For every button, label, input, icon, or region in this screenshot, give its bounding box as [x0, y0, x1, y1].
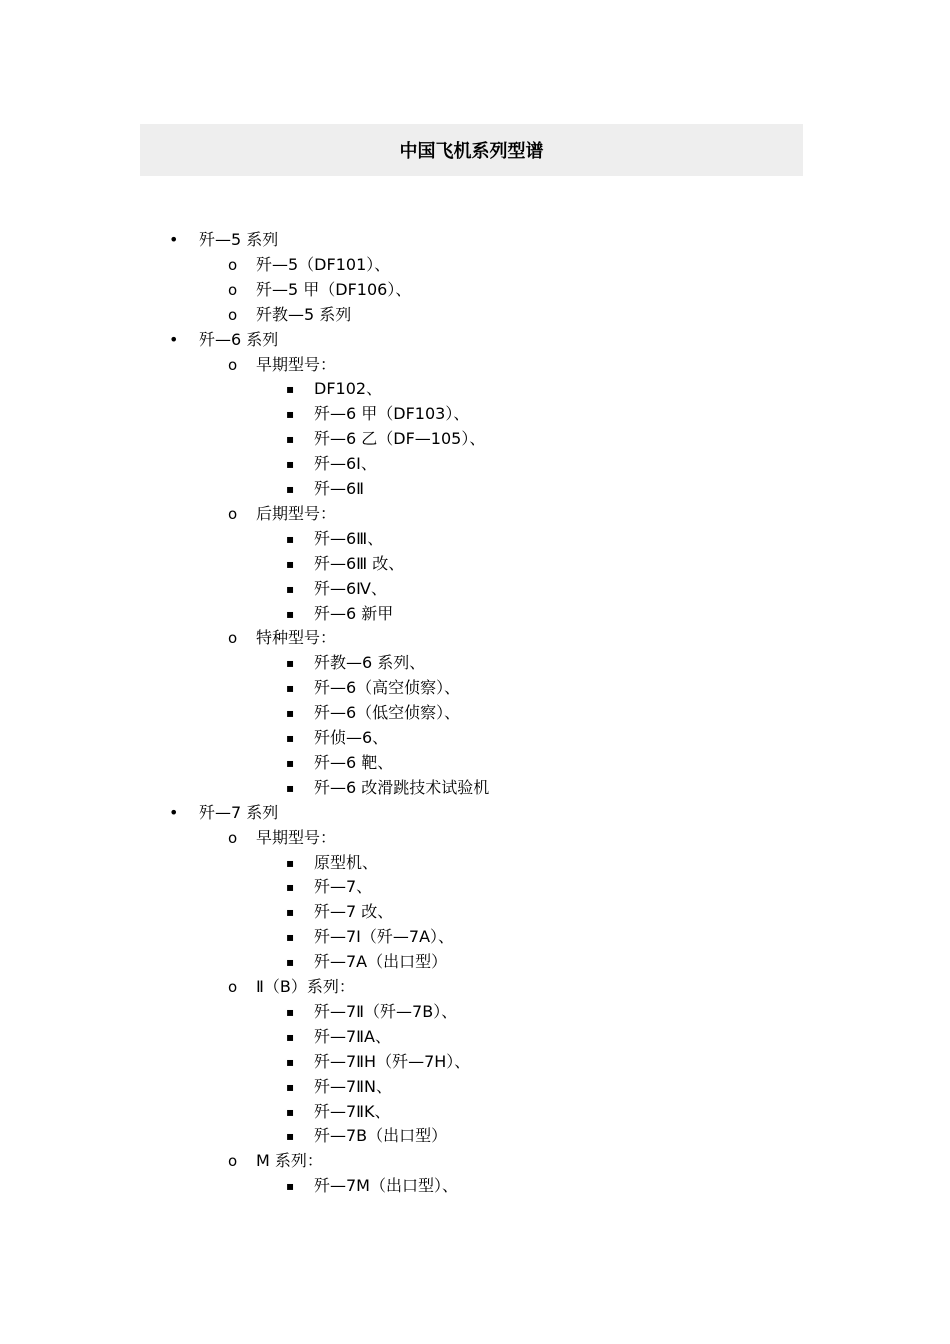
- list-bullet-level-3: ▪: [286, 930, 295, 944]
- list-bullet-level-3: ▪: [286, 1105, 295, 1119]
- list-item-level-1: 歼—5 系列: [199, 230, 279, 249]
- list-item-level-3: 歼—7ⅡN、: [314, 1077, 393, 1096]
- list-bullet-level-3: ▪: [286, 1030, 295, 1044]
- list-item-level-2: 歼—5 甲（DF106）、: [256, 280, 412, 299]
- list-bullet-level-3: ▪: [286, 557, 295, 571]
- list-bullet-level-2: o: [228, 629, 238, 647]
- list-item-level-3: 歼—7ⅡH（歼—7H）、: [314, 1052, 471, 1071]
- list-item-level-3: 歼—6 乙（DF—105）、: [314, 429, 486, 448]
- list-bullet-level-3: ▪: [286, 1129, 295, 1143]
- list-item-level-3: 歼—7M（出口型）、: [314, 1176, 458, 1195]
- list-bullet-level-2: o: [228, 1152, 238, 1170]
- list-item-level-3: 歼—6Ⅳ、: [314, 579, 387, 598]
- list-bullet-level-2: o: [228, 256, 238, 274]
- list-bullet-level-3: ▪: [286, 457, 295, 471]
- list-item-level-3: 歼—6 甲（DF103）、: [314, 404, 470, 423]
- list-bullet-level-3: ▪: [286, 781, 295, 795]
- list-item-level-3: 歼侦—6、: [314, 728, 389, 747]
- list-bullet-level-3: ▪: [286, 382, 295, 396]
- list-bullet-level-1: •: [169, 803, 179, 822]
- list-item-level-3: 歼—7B（出口型）: [314, 1126, 448, 1145]
- list-bullet-level-2: o: [228, 281, 238, 299]
- list-bullet-level-1: •: [169, 330, 179, 349]
- list-bullet-level-3: ▪: [286, 681, 295, 695]
- list-item-level-3: 歼—7ⅡA、: [314, 1027, 392, 1046]
- list-item-level-3: 歼—6 靶、: [314, 753, 394, 772]
- list-bullet-level-3: ▪: [286, 955, 295, 969]
- list-bullet-level-2: o: [228, 829, 238, 847]
- page-title: 中国飞机系列型谱: [399, 141, 544, 162]
- list-bullet-level-1: •: [169, 230, 179, 249]
- list-item-level-3: 歼—7Ⅱ（歼—7B）、: [314, 1002, 458, 1021]
- list-item-level-2: M 系列：: [256, 1151, 323, 1170]
- list-bullet-level-2: o: [228, 505, 238, 523]
- list-item-level-3: 歼—6Ⅲ 改、: [314, 554, 405, 573]
- list-item-level-2: 特种型号：: [256, 628, 337, 647]
- list-item-level-3: 歼—6Ⅰ、: [314, 454, 377, 473]
- list-item-level-3: 歼—7ⅡK、: [314, 1102, 391, 1121]
- list-item-level-3: 歼—7、: [314, 877, 373, 896]
- list-item-level-3: 歼—7 改、: [314, 902, 394, 921]
- list-bullet-level-3: ▪: [286, 706, 295, 720]
- list-item-level-3: DF102、: [314, 379, 383, 398]
- list-bullet-level-3: ▪: [286, 905, 295, 919]
- list-bullet-level-3: ▪: [286, 1055, 295, 1069]
- list-item-level-3: 原型机、: [314, 853, 379, 872]
- list-bullet-level-3: ▪: [286, 880, 295, 894]
- list-item-level-3: 歼—6Ⅲ、: [314, 529, 384, 548]
- list-item-level-2: 后期型号：: [256, 504, 337, 523]
- title-banner: [140, 124, 803, 176]
- list-item-level-2: 歼教—5 系列: [256, 305, 352, 324]
- list-item-level-2: 早期型号：: [256, 828, 337, 847]
- list-bullet-level-3: ▪: [286, 607, 295, 621]
- list-item-level-3: 歼—6（低空侦察）、: [314, 703, 461, 722]
- list-item-level-3: 歼—6 新甲: [314, 604, 394, 623]
- list-item-level-3: 歼—6（高空侦察）、: [314, 678, 461, 697]
- list-bullet-level-3: ▪: [286, 432, 295, 446]
- list-bullet-level-3: ▪: [286, 1179, 295, 1193]
- list-bullet-level-3: ▪: [286, 532, 295, 546]
- list-item-level-2: 歼—5（DF101）、: [256, 255, 391, 274]
- list-item-level-1: 歼—7 系列: [199, 803, 279, 822]
- list-item-level-2: Ⅱ（B）系列：: [256, 977, 355, 996]
- list-item-level-3: 歼教—6 系列、: [314, 653, 426, 672]
- list-bullet-level-3: ▪: [286, 756, 295, 770]
- list-item-level-3: 歼—6Ⅱ: [314, 479, 365, 498]
- list-bullet-level-3: ▪: [286, 731, 295, 745]
- list-item-level-3: 歼—7Ⅰ（歼—7A）、: [314, 927, 455, 946]
- list-bullet-level-3: ▪: [286, 656, 295, 670]
- list-bullet-level-2: o: [228, 978, 238, 996]
- list-bullet-level-3: ▪: [286, 482, 295, 496]
- list-item-level-3: 歼—7A（出口型）: [314, 952, 448, 971]
- list-bullet-level-3: ▪: [286, 1080, 295, 1094]
- list-item-level-3: 歼—6 改滑跳技术试验机: [314, 778, 490, 797]
- list-bullet-level-3: ▪: [286, 407, 295, 421]
- list-bullet-level-3: ▪: [286, 1005, 295, 1019]
- list-bullet-level-2: o: [228, 356, 238, 374]
- list-bullet-level-3: ▪: [286, 856, 295, 870]
- list-bullet-level-3: ▪: [286, 582, 295, 596]
- list-item-level-2: 早期型号：: [256, 355, 337, 374]
- list-bullet-level-2: o: [228, 306, 238, 324]
- list-item-level-1: 歼—6 系列: [199, 330, 279, 349]
